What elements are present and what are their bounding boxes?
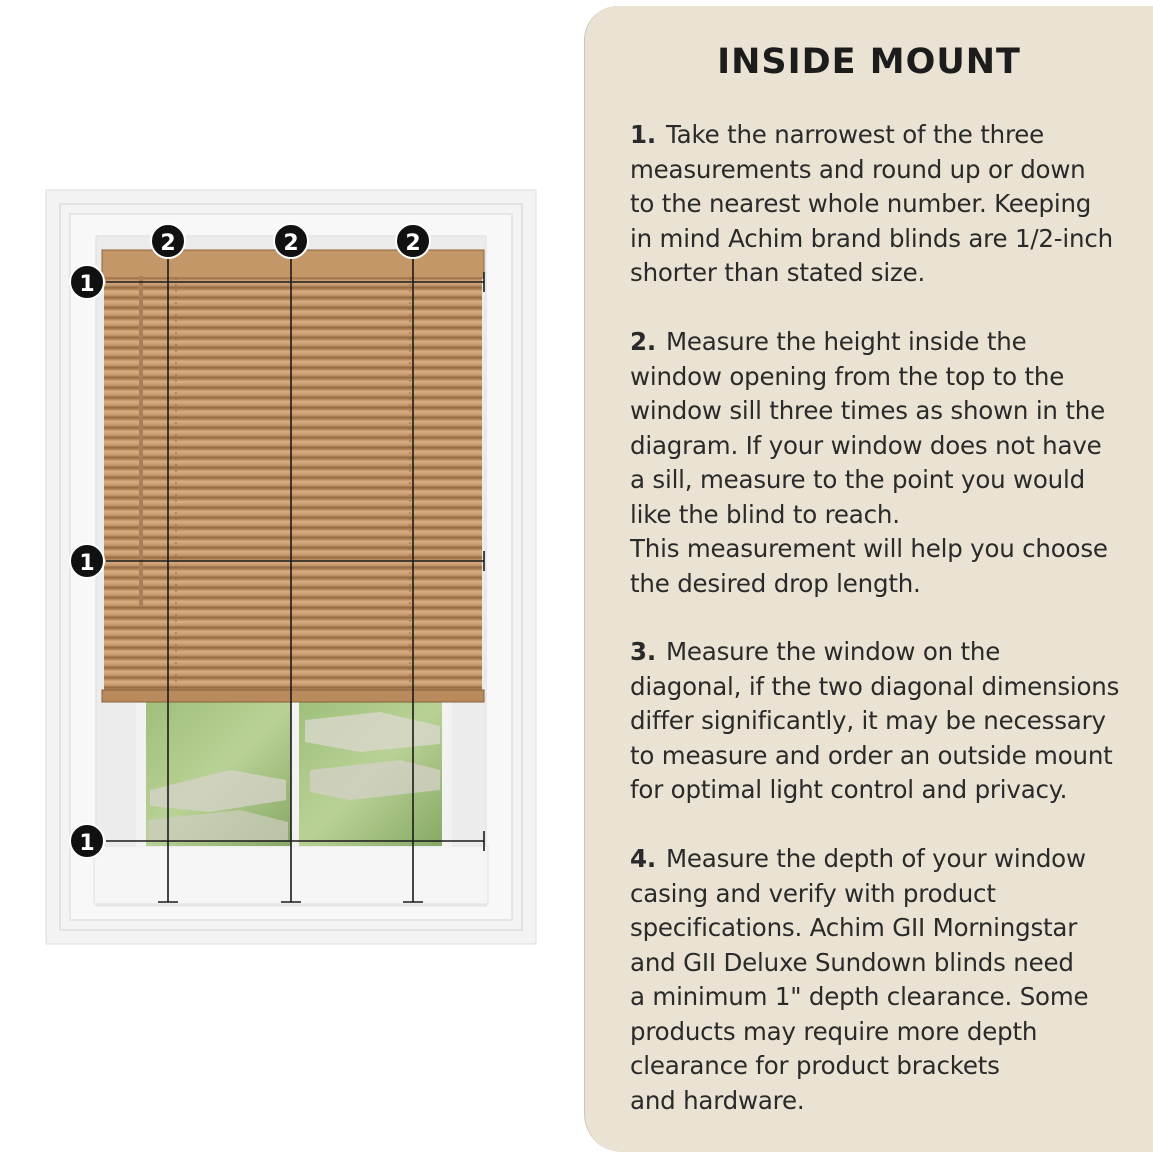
svg-text:1: 1 <box>79 272 95 297</box>
step-number: 2. <box>630 327 656 356</box>
step-3: 3. Measure the window on the diagonal, if the two diagonal dimensions differ significantly, it may be necessary to measure and order an outside mount for optimal light control and privacy. <box>630 637 1120 804</box>
step-2: 2. Measure the height inside the window opening from the top to the window sill three times as shown in the diagram. If your window does not have a sill, measure to the point you would like the blind to reach. This measurement will help you choose the desired drop length. <box>630 327 1108 598</box>
badge-2-center <box>274 224 308 258</box>
blind-wand <box>139 276 143 606</box>
step-1: 1. Take the narrowest of the three measurements and round up or down to the nearest whole number. Keeping in mind Achim brand blinds are 1/2-inch shorter than stated size. <box>630 120 1113 287</box>
badge-1-bottom <box>70 824 104 858</box>
instructions-panel <box>584 6 1153 1152</box>
mini-blind <box>104 278 482 692</box>
step-number: 4. <box>630 844 656 873</box>
step-4: 4. Measure the depth of your window casing and verify with product specifications. Achim GII Morningstar and GII Deluxe Sundown blinds need a minimum 1" depth clearance. Some products may require more depth clearance for product brackets and hardware. <box>630 844 1089 1115</box>
badge-1-middle <box>70 544 104 578</box>
svg-text:2: 2 <box>160 231 176 256</box>
badge-1-top <box>70 265 104 299</box>
blind-bottom-rail <box>102 690 484 702</box>
svg-text:2: 2 <box>283 231 299 256</box>
panel-title: INSIDE MOUNT <box>717 42 1021 82</box>
svg-text:2: 2 <box>405 231 421 256</box>
badge-2-right <box>396 224 430 258</box>
step-number: 1. <box>630 120 656 149</box>
badge-2-left <box>151 224 185 258</box>
svg-text:1: 1 <box>79 551 95 576</box>
svg-text:1: 1 <box>79 831 95 856</box>
step-number: 3. <box>630 637 656 666</box>
